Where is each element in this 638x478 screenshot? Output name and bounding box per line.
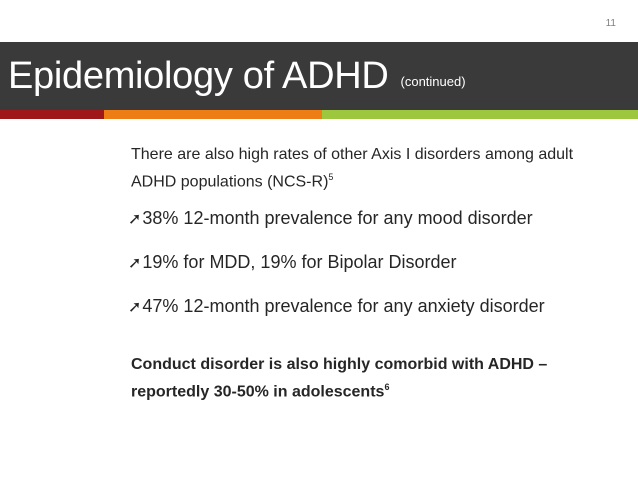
conclusion-text: Conduct disorder is also highly comorbid with ADHD – reportedly 30-50% in adolescents: [131, 356, 548, 401]
slide-title: Epidemiology of ADHD: [8, 54, 389, 97]
slide-content: [128, 144, 611, 420]
accent-strip-red: [0, 110, 104, 119]
conclusion-reference: 6: [384, 382, 390, 393]
slide-title-suffix: (continued): [400, 73, 466, 89]
bullet-text: 19% for MDD, 19% for Bipolar Disorder: [142, 252, 457, 273]
intro-text: There are also high rates of other Axis I disorders among adult ADHD populations (NCS-R): [131, 146, 574, 191]
bullet-item: [128, 251, 611, 275]
accent-strip-green: [322, 110, 638, 119]
arrow-icon: ➚: [128, 211, 142, 229]
slide-number: 11: [605, 18, 616, 29]
bullet-text: 47% 12-month prevalence for any anxiety disorder: [142, 296, 545, 317]
bullet-item: [128, 207, 611, 231]
title-bar: [0, 42, 638, 110]
bullet-item: [128, 295, 611, 319]
arrow-icon: ➚: [128, 255, 142, 273]
bullet-text: 38% 12-month prevalence for any mood disorder: [142, 208, 533, 229]
intro-paragraph: [131, 144, 611, 193]
arrow-icon: ➚: [128, 299, 142, 317]
accent-strip-orange: [104, 110, 322, 119]
conclusion-paragraph: [131, 353, 611, 403]
intro-reference: 5: [328, 172, 334, 182]
